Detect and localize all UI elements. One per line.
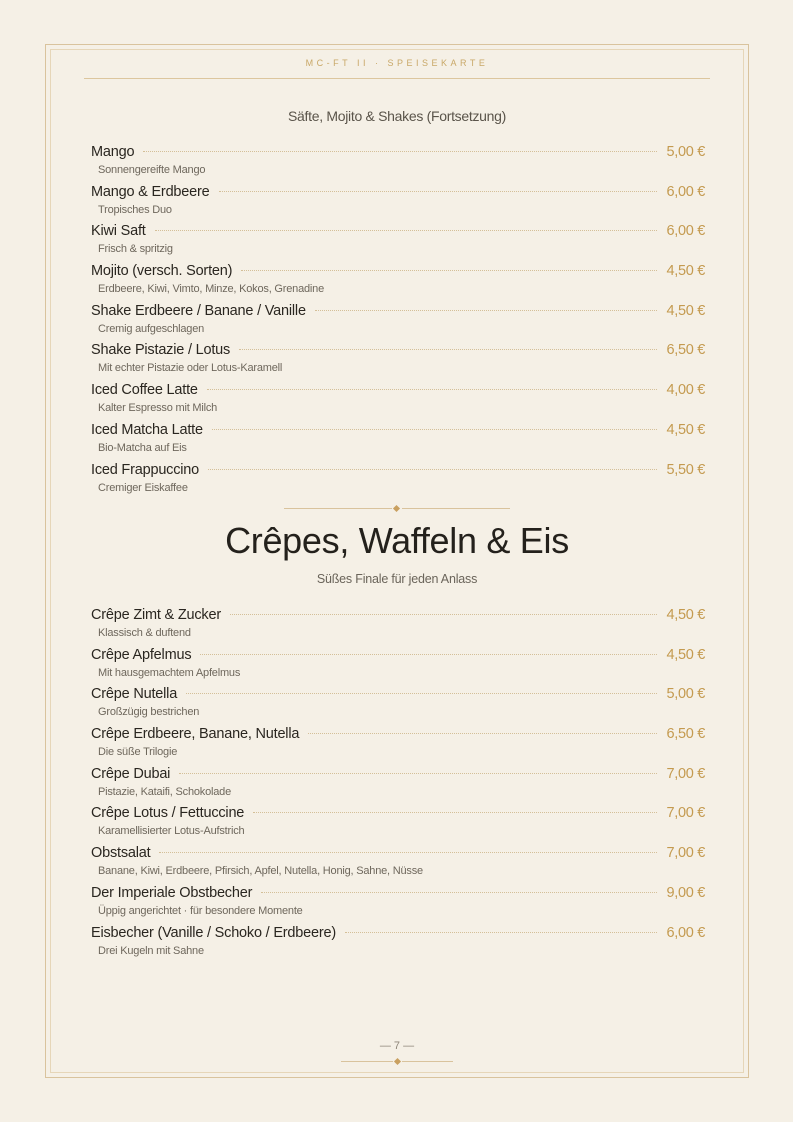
item-description: Die süße Trilogie (98, 746, 178, 759)
item-price: 4,50 € (666, 646, 705, 663)
item-description: Mit hausgemachtem Apfelmus (98, 666, 241, 679)
menu-item-row (91, 382, 705, 402)
header-rule (84, 78, 710, 79)
menu-list (91, 607, 705, 964)
menu-item-row (91, 184, 705, 204)
item-description: Banane, Kiwi, Erdbeere, Pfirsich, Apfel, Nutella, Honig, Sahne, Nüsse (98, 865, 423, 878)
item-description: Klassisch & duftend (98, 627, 191, 639)
footer-line-right (402, 1061, 453, 1062)
divider-line-left (284, 508, 392, 509)
item-price: 6,00 € (666, 183, 705, 200)
item-name: Iced Coffee Latte (91, 382, 198, 399)
menu-item-row (91, 766, 705, 786)
item-description: Tropisches Duo (98, 203, 172, 216)
menu-item (91, 885, 705, 925)
menu-item (91, 686, 705, 726)
footer-divider (341, 1058, 453, 1065)
item-name: Iced Matcha Latte (91, 421, 203, 438)
item-price: 6,00 € (666, 924, 705, 941)
menu-item (91, 805, 705, 845)
item-name: Shake Erdbeere / Banane / Vanille (91, 302, 306, 319)
item-description: Drei Kugeln mit Sahne (98, 944, 204, 957)
menu-item-row (91, 144, 705, 164)
page-number: — 7 — (379, 1040, 415, 1052)
item-description: Frisch & spritzig (98, 243, 173, 256)
menu-item (91, 382, 705, 422)
item-price: 4,50 € (666, 302, 705, 319)
menu-item (91, 647, 705, 687)
item-name: Crêpe Apfelmus (91, 646, 192, 663)
menu-item (91, 422, 705, 462)
divider-diamond (393, 505, 400, 512)
dot-leader (179, 773, 657, 774)
dot-leader (241, 270, 657, 271)
menu-item (91, 144, 705, 184)
menu-item (91, 607, 705, 647)
menu-item-row (91, 925, 705, 945)
continued-section-title: Säfte, Mojito & Shakes (Fortsetzung) (288, 108, 506, 124)
dot-leader (261, 892, 657, 893)
running-header: MC-FT II · SPEISEKARTE (305, 58, 489, 68)
footer-line-left (341, 1061, 393, 1062)
menu-item-row (91, 223, 705, 243)
item-price: 5,00 € (666, 686, 705, 703)
divider-line-right (402, 508, 510, 509)
dot-leader (212, 429, 658, 430)
item-description: Mit echter Pistazie oder Lotus-Karamell (98, 362, 283, 375)
item-price: 6,50 € (666, 342, 705, 359)
menu-item (91, 303, 705, 343)
menu-item-row (91, 686, 705, 706)
item-name: Crêpe Dubai (91, 765, 171, 782)
item-description: Bio-Matcha auf Eis (98, 441, 187, 454)
dot-leader (200, 654, 657, 655)
item-price: 7,00 € (666, 845, 705, 862)
menu-item (91, 223, 705, 263)
menu-item-row (91, 885, 705, 905)
dot-leader (208, 469, 657, 470)
dot-leader (143, 151, 657, 152)
item-name: Crêpe Zimt & Zucker (91, 607, 221, 623)
dot-leader (155, 230, 658, 231)
item-description: Kalter Espresso mit Milch (98, 402, 218, 415)
item-name: Der Imperiale Obstbecher (91, 884, 253, 901)
menu-item (91, 263, 705, 303)
item-description: Großzügig bestrichen (98, 706, 200, 719)
menu-item-row (91, 805, 705, 825)
item-name: Mojito (versch. Sorten) (91, 263, 233, 280)
item-description: Cremig aufgeschlagen (98, 322, 205, 335)
menu-item (91, 766, 705, 806)
item-description: Pistazie, Kataifi, Schokolade (98, 785, 231, 798)
item-price: 7,00 € (666, 805, 705, 822)
dot-leader (230, 614, 658, 615)
menu-item-row (91, 263, 705, 283)
dot-leader (253, 812, 657, 813)
continued-menu-list (91, 144, 705, 501)
item-price: 6,50 € (666, 726, 705, 743)
item-name: Obstsalat (91, 845, 151, 862)
dot-leader (207, 389, 658, 390)
item-description: Sonnengereifte Mango (98, 164, 206, 176)
item-description: Erdbeere, Kiwi, Vimto, Minze, Kokos, Grenadine (98, 283, 324, 296)
item-name: Iced Frappuccino (91, 461, 200, 478)
item-price: 5,50 € (666, 461, 705, 478)
item-price: 9,00 € (666, 884, 705, 901)
section-subtitle: Süßes Finale für jeden Anlass (316, 572, 478, 586)
item-price: 4,50 € (666, 421, 705, 438)
item-name: Crêpe Nutella (91, 686, 178, 703)
item-price: 4,50 € (666, 263, 705, 280)
item-name: Kiwi Saft (91, 223, 146, 240)
item-name: Eisbecher (Vanille / Schoko / Erdbeere) (91, 924, 337, 941)
item-price: 7,00 € (666, 765, 705, 782)
item-name: Mango & Erdbeere (91, 183, 210, 200)
menu-item-row (91, 607, 705, 627)
dot-leader (239, 349, 657, 350)
dot-leader (159, 852, 657, 853)
menu-item-row (91, 303, 705, 323)
dot-leader (345, 932, 657, 933)
item-description: Üppig angerichtet · für besondere Momente (98, 904, 303, 917)
menu-item (91, 845, 705, 885)
item-name: Crêpe Lotus / Fettuccine (91, 805, 245, 822)
menu-item (91, 925, 705, 965)
item-name: Mango (91, 144, 135, 160)
dot-leader (186, 693, 657, 694)
menu-item (91, 726, 705, 766)
footer-diamond (394, 1058, 401, 1065)
menu-item-row (91, 845, 705, 865)
item-price: 5,00 € (666, 144, 705, 160)
item-name: Shake Pistazie / Lotus (91, 342, 231, 359)
dot-leader (219, 191, 658, 192)
menu-item-row (91, 342, 705, 362)
menu-item (91, 462, 705, 502)
dot-leader (308, 733, 657, 734)
section-title: Crêpes, Waffeln & Eis (225, 520, 569, 561)
menu-item-row (91, 726, 705, 746)
menu-item-row (91, 647, 705, 667)
dot-leader (315, 310, 658, 311)
section-divider (284, 505, 510, 512)
item-price: 4,50 € (666, 607, 705, 623)
item-price: 6,00 € (666, 223, 705, 240)
menu-item-row (91, 422, 705, 442)
item-description: Cremiger Eiskaffee (98, 481, 188, 494)
menu-item (91, 184, 705, 224)
menu-item-row (91, 462, 705, 482)
menu-item (91, 342, 705, 382)
item-description: Karamellisierter Lotus-Aufstrich (98, 825, 245, 838)
item-price: 4,00 € (666, 382, 705, 399)
item-name: Crêpe Erdbeere, Banane, Nutella (91, 726, 300, 743)
